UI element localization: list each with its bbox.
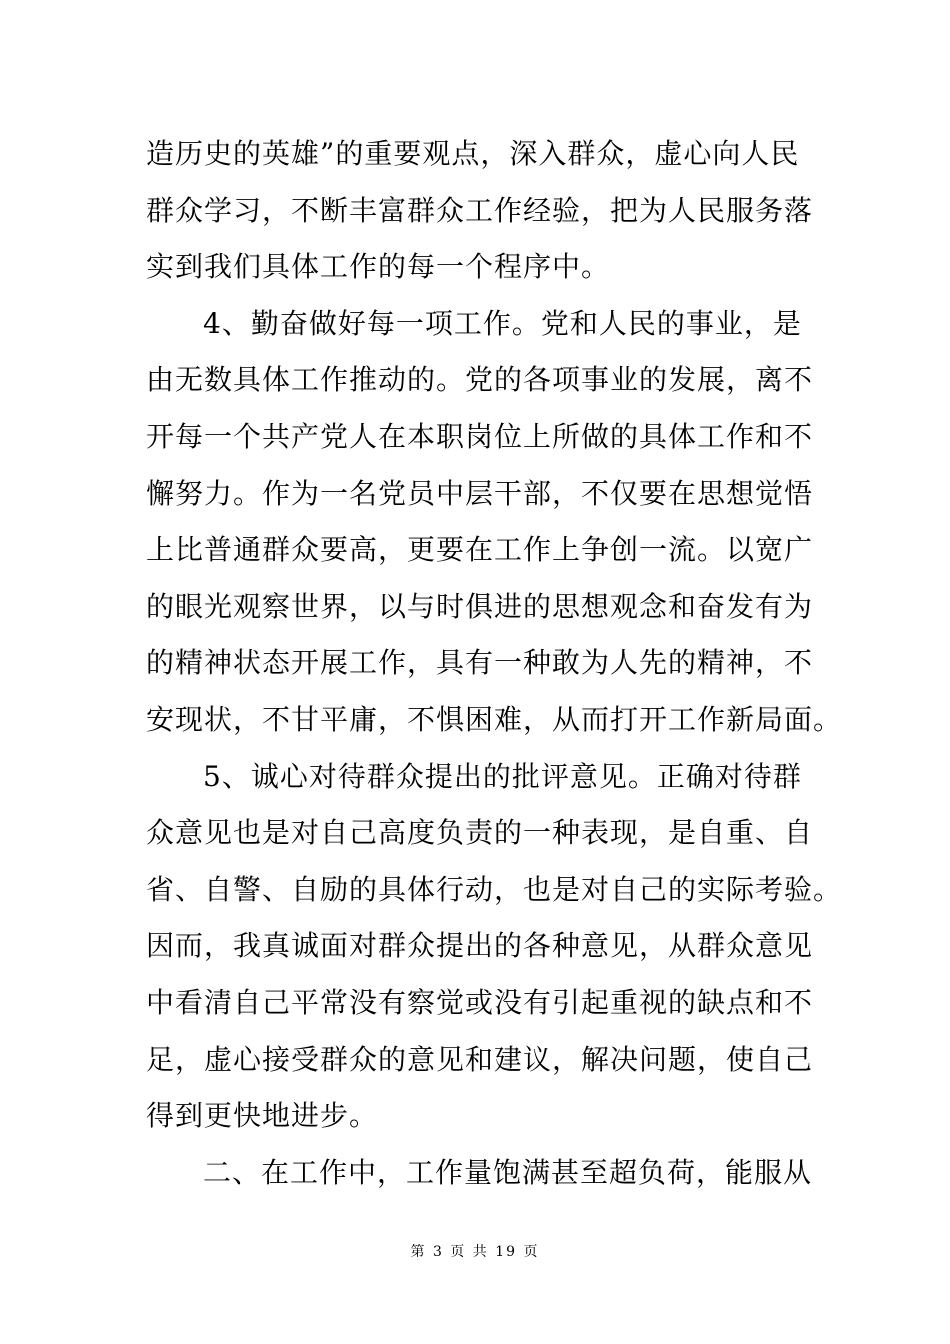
text-line: 因而，我真诚面对群众提出的各种意见，从群众意见 [146,929,814,963]
paragraph-start-line: 4、勤奋做好每一项工作。党和人民的事业，是 [203,306,802,340]
document-body [146,126,846,1201]
text-line: 的眼光观察世界，以与时俱进的思想观念和奋发有为 [146,589,814,623]
paragraph-start-line: 5、诚心对待群众提出的批评意见。正确对待群 [203,759,802,793]
text-line: 中看清自己平常没有察觉或没有引起重视的缺点和不 [146,985,814,1019]
text-line: 由无数具体工作推动的。党的各项事业的发展，离不 [146,363,814,397]
text-line: 得到更快地进步。 [146,1099,379,1133]
text-line: 省、自警、自励的具体行动，也是对自己的实际考验。 [146,872,843,906]
text-line: 安现状，不甘平庸，不惧困难，从而打开工作新局面。 [146,702,843,736]
text-line: 群众学习，不断丰富群众工作经验，把为人民服务落 [146,193,814,227]
text-line: 的精神状态开展工作，具有一种敢为人先的精神，不 [146,646,814,680]
paragraph-start-line: 二、在工作中，工作量饱满甚至超负荷，能服从 [203,1155,813,1189]
page-number-footer: 第 3 页 共 19 页 [410,1244,540,1260]
text-line: 懈努力。作为一名党员中层干部，不仅要在思想觉悟 [146,476,814,510]
text-line: 足，虚心接受群众的意见和建议，解决问题，使自己 [146,1042,814,1076]
text-line: 造历史的英雄”的重要观点，深入群众，虚心向人民 [146,137,800,170]
text-line: 上比普通群众要高，更要在工作上争创一流。以宽广 [146,533,814,567]
text-line: 开每一个共产党人在本职岗位上所做的具体工作和不 [146,419,814,453]
text-line: 实到我们具体工作的每一个程序中。 [146,250,611,284]
text-line: 众意见也是对自己高度负责的一种表现，是自重、自 [146,816,814,850]
